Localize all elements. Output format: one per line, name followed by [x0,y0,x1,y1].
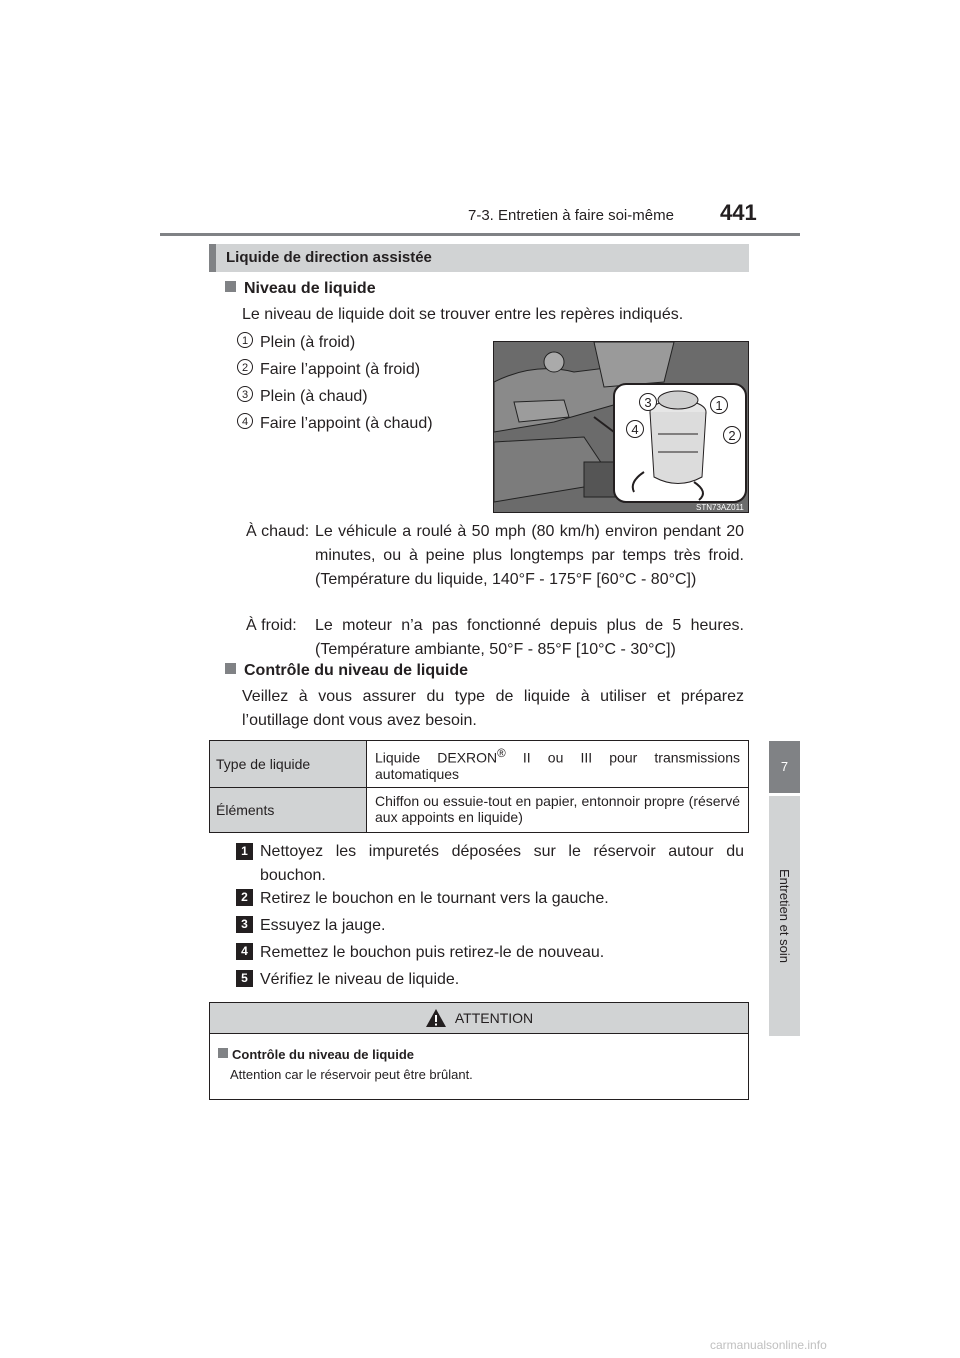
definition-term-hot: À chaud: [246,523,310,540]
definition-term-cold: À froid: [246,617,297,634]
table-value: Chiffon ou essuie-tout en papier, entonnoir propre (réservé aux appoints en liquide) [367,787,749,832]
table-key: Type de liquide [210,741,367,788]
table-value: Liquide DEXRON® II ou III pour transmissions automatiques [367,741,749,788]
step-number-1: 1 [236,843,253,860]
step-text-1: Nettoyez les impuretés déposées sur le réservoir autour du bouchon. [260,843,744,884]
image-code: STN73AZ011 [696,503,744,512]
legend-item-4: Faire l’appoint (à chaud) [260,415,433,432]
callout-1: 1 [710,396,728,414]
table-key: Éléments [210,787,367,832]
fluid-level-heading [225,280,376,298]
warning-triangle-icon [425,1008,447,1028]
running-header: 7-3. Entretien à faire soi-même [468,207,674,224]
callout-4: 4 [626,420,644,438]
watermark: carmanualsonline.info [710,1338,827,1352]
fluid-spec-table [209,740,749,833]
step-text-5: Vérifiez le niveau de liquide. [260,971,460,988]
fluid-level-title: Niveau de liquide [244,280,376,297]
legend-item-2: Faire l’appoint (à froid) [260,361,421,378]
step-text-4: Remettez le bouchon puis retirez-le de nouveau. [260,944,605,961]
section-title: Liquide de direction assistée [209,244,749,272]
legend-number-2: 2 [237,359,253,375]
warning-title: Contrôle du niveau de liquide [232,1047,415,1062]
warning-title-row [218,1047,414,1062]
chapter-tab-label-wrap [769,796,800,1036]
step-text-2: Retirez le bouchon en le tournant vers la gauche. [260,890,609,907]
table-row [210,741,749,788]
warning-box [209,1002,749,1100]
step-number-5: 5 [236,970,253,987]
warning-heading: ATTENTION [454,1010,534,1026]
callout-3: 3 [639,393,657,411]
warning-text: Attention car le réservoir peut être brûlant. [230,1067,473,1082]
square-bullet-icon [225,281,236,292]
check-level-title: Contrôle du niveau de liquide [244,662,469,679]
square-bullet-icon [218,1048,228,1058]
legend-item-3: Plein (à chaud) [260,388,368,405]
page-number: 441 [720,200,757,225]
step-number-2: 2 [236,889,253,906]
legend-number-4: 4 [237,413,253,429]
check-level-heading [225,662,468,680]
warning-header [210,1003,748,1034]
chapter-tab-label: Entretien et soin [777,869,792,963]
check-level-intro: Veillez à vous assurer du type de liquide à utiliser et préparez l’outillage dont vous avez besoin. [242,688,744,729]
table-row [210,787,749,832]
step-number-3: 3 [236,916,253,933]
definition-text-hot: Le véhicule a roulé à 50 mph (80 km/h) environ pendant 20 minutes, ou à peine plus longtemps par temps très froid. (Température du liquide, 140°F - 175°F [60°C - 80°C]) [315,523,744,588]
fluid-level-intro: Le niveau de liquide doit se trouver entre les repères indiqués. [242,306,684,323]
engine-reservoir-illustration [493,341,749,513]
step-text-3: Essuyez la jauge. [260,917,386,934]
definition-text-cold: Le moteur n’a pas fonctionné depuis plus de 5 heures. (Température ambiante, 50°F - 85°F [10°C - 30°C]) [315,617,744,658]
legend-item-1: Plein (à froid) [260,334,356,351]
legend-number-1: 1 [237,332,253,348]
engine-bay-drawing [494,342,749,513]
legend-number-3: 3 [237,386,253,402]
header-rule [160,233,800,236]
callout-2: 2 [723,426,741,444]
chapter-tab-number: 7 [769,741,800,793]
step-number-4: 4 [236,943,253,960]
square-bullet-icon [225,663,236,674]
